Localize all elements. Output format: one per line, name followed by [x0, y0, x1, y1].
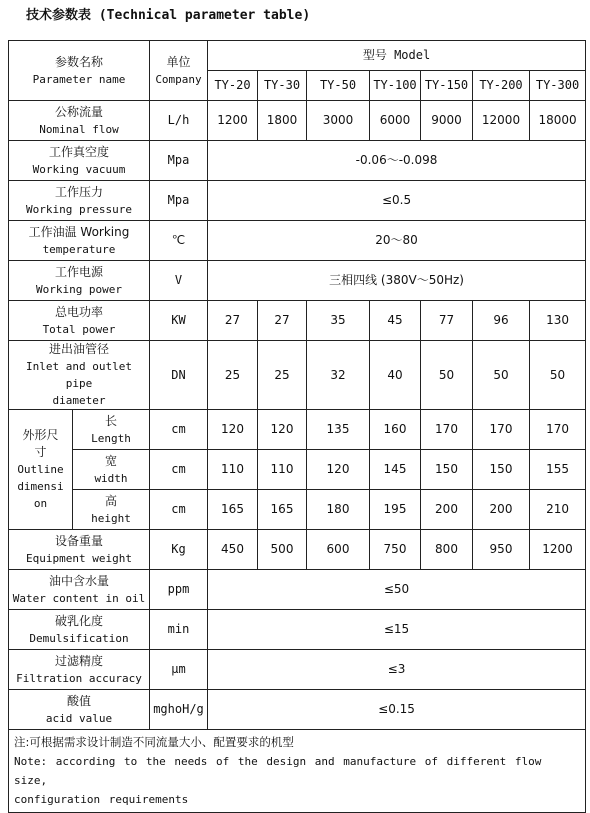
- row-label-cn: 进出油管径: [48, 342, 109, 356]
- row-label: [9, 650, 150, 690]
- table-cell: 40: [370, 341, 421, 410]
- table-cell: 27: [258, 301, 307, 341]
- model-cell: TY-30: [258, 71, 307, 101]
- row-label-cn: 长: [104, 413, 117, 428]
- table-cell: 150: [421, 450, 473, 490]
- row-label: [9, 341, 150, 410]
- row-label-en: Total power: [42, 322, 116, 336]
- table-cell: 1200: [208, 101, 258, 141]
- table-cell: 96: [473, 301, 530, 341]
- row-label-cn: 酸值: [66, 693, 91, 708]
- note-row: [9, 730, 586, 813]
- note-en-line-1: Note: according to the needs of the design and manufacture of different flow size,: [14, 755, 542, 787]
- table-cell: 145: [370, 450, 421, 490]
- table-cell: 170: [530, 410, 586, 450]
- table-cell: 155: [530, 450, 586, 490]
- table-cell: 45: [370, 301, 421, 341]
- table-cell: 210: [530, 490, 586, 530]
- row-label-cn: 过滤精度: [54, 653, 103, 668]
- table-row: [9, 570, 586, 610]
- table-cell: 18000: [530, 101, 586, 141]
- merged-value: -0.06～-0.098: [208, 141, 586, 181]
- param-name-en: Parameter name: [32, 72, 126, 86]
- note-cn: 注:可根据需求设计制造不同流量大小、配置要求的机型: [14, 735, 294, 749]
- row-label-en: Length: [91, 431, 131, 445]
- row-unit: Mpa: [150, 181, 208, 221]
- row-label-en: Demulsification: [29, 631, 129, 645]
- table-cell: 120: [208, 410, 258, 450]
- unit-header: [150, 41, 208, 101]
- row-label-cn: 破乳化度: [54, 613, 103, 628]
- row-label-en: temperature: [42, 242, 116, 256]
- table-row: [9, 450, 586, 490]
- row-label-cn: 设备重量: [54, 533, 103, 548]
- model-cell: TY-50: [307, 71, 370, 101]
- table-cell: 25: [208, 341, 258, 410]
- model-cell: TY-100: [370, 71, 421, 101]
- table-cell: 195: [370, 490, 421, 530]
- table-cell: 110: [258, 450, 307, 490]
- table-row: [9, 301, 586, 341]
- row-label-en: Inlet and outlet pipe: [26, 360, 132, 390]
- table-cell: 35: [307, 301, 370, 341]
- row-label: [9, 221, 150, 261]
- row-label-en: diameter: [52, 394, 106, 407]
- row-unit: L/h: [150, 101, 208, 141]
- merged-value: ≤50: [208, 570, 586, 610]
- row-label-cn: 油中含水量: [48, 573, 109, 588]
- table-cell: 500: [258, 530, 307, 570]
- param-name-header: [9, 41, 150, 101]
- model-cell: TY-150: [421, 71, 473, 101]
- row-label-en: Equipment weight: [26, 551, 132, 565]
- row-unit: DN: [150, 341, 208, 410]
- merged-value: ≤15: [208, 610, 586, 650]
- table-cell: 6000: [370, 101, 421, 141]
- row-unit: ppm: [150, 570, 208, 610]
- row-label-cn: 工作油温 Working: [28, 224, 130, 239]
- row-unit: Mpa: [150, 141, 208, 181]
- row-label: [73, 450, 150, 490]
- table-cell: 450: [208, 530, 258, 570]
- row-label: [9, 610, 150, 650]
- row-label-cn: 宽: [104, 453, 117, 468]
- table-cell: 600: [307, 530, 370, 570]
- table-cell: 25: [258, 341, 307, 410]
- row-label: [9, 570, 150, 610]
- row-label-cn: 高: [104, 493, 117, 508]
- table-row: [9, 530, 586, 570]
- unit-header-cn: 单位: [166, 54, 191, 69]
- table-row: [9, 261, 586, 301]
- row-label-en: Working vacuum: [32, 162, 126, 176]
- row-label: [9, 261, 150, 301]
- table-row: [9, 341, 586, 410]
- row-label-cn: 总电功率: [54, 304, 103, 319]
- row-label-cn: 工作电源: [54, 264, 103, 279]
- unit-header-en: Company: [155, 72, 202, 86]
- outline-label-en: Outline: [17, 463, 64, 476]
- table-row: [9, 490, 586, 530]
- note-cell: [9, 730, 586, 813]
- outline-label-en: on: [33, 497, 48, 510]
- table-cell: 12000: [473, 101, 530, 141]
- row-unit: ℃: [150, 221, 208, 261]
- table-cell: 77: [421, 301, 473, 341]
- table-cell: 1800: [258, 101, 307, 141]
- table-cell: 120: [258, 410, 307, 450]
- table-cell: 200: [421, 490, 473, 530]
- row-unit: Kg: [150, 530, 208, 570]
- row-label: [9, 101, 150, 141]
- table-cell: 110: [208, 450, 258, 490]
- row-unit: cm: [150, 410, 208, 450]
- outline-label-cn: 外形尺: [22, 428, 59, 442]
- parameter-table: [8, 40, 586, 813]
- table-row: [9, 690, 586, 730]
- table-cell: 50: [530, 341, 586, 410]
- table-cell: 130: [530, 301, 586, 341]
- table-cell: 950: [473, 530, 530, 570]
- merged-value: ≤0.15: [208, 690, 586, 730]
- table-cell: 165: [208, 490, 258, 530]
- row-label: [9, 181, 150, 221]
- merged-value: 20～80: [208, 221, 586, 261]
- row-label: [9, 301, 150, 341]
- row-label: [73, 490, 150, 530]
- row-label: [9, 690, 150, 730]
- row-unit: μm: [150, 650, 208, 690]
- table-cell: 50: [421, 341, 473, 410]
- table-row: [9, 410, 586, 450]
- table-cell: 150: [473, 450, 530, 490]
- row-unit: cm: [150, 450, 208, 490]
- model-cell: TY-300: [530, 71, 586, 101]
- outline-label-en: dimensi: [17, 480, 64, 493]
- row-label: [9, 530, 150, 570]
- table-cell: 160: [370, 410, 421, 450]
- row-unit: V: [150, 261, 208, 301]
- table-row: [9, 650, 586, 690]
- table-row: [9, 141, 586, 181]
- row-label-en: Nominal flow: [39, 122, 119, 136]
- param-name-cn: 参数名称: [54, 54, 103, 69]
- row-label-en: Working power: [35, 282, 123, 296]
- row-label-en: height: [91, 511, 131, 525]
- merged-value: 三相四线 (380V～50Hz): [208, 261, 586, 301]
- row-label-en: Filtration accuracy: [16, 671, 142, 685]
- row-label-en: width: [94, 471, 128, 485]
- outline-group-label: [9, 410, 73, 530]
- table-cell: 3000: [307, 101, 370, 141]
- row-label-cn: 公称流量: [54, 104, 103, 119]
- row-label: [73, 410, 150, 450]
- table-cell: 120: [307, 450, 370, 490]
- model-header: 型号 Model: [208, 41, 586, 71]
- table-cell: 800: [421, 530, 473, 570]
- row-unit: cm: [150, 490, 208, 530]
- model-cell: TY-20: [208, 71, 258, 101]
- table-cell: 27: [208, 301, 258, 341]
- header-row: [9, 41, 586, 71]
- outline-label-cn: 寸: [34, 445, 47, 459]
- row-label-en: Water content in oil: [12, 591, 146, 605]
- table-cell: 9000: [421, 101, 473, 141]
- table-row: [9, 610, 586, 650]
- model-cell: TY-200: [473, 71, 530, 101]
- table-cell: 170: [473, 410, 530, 450]
- row-label: [9, 141, 150, 181]
- table-cell: 180: [307, 490, 370, 530]
- row-label-en: Working pressure: [26, 202, 132, 216]
- table-row: [9, 221, 586, 261]
- table-title: 技术参数表 (Technical parameter table): [26, 8, 311, 23]
- table-cell: 200: [473, 490, 530, 530]
- table-cell: 1200: [530, 530, 586, 570]
- row-label-cn: 工作真空度: [48, 144, 109, 159]
- row-unit: min: [150, 610, 208, 650]
- table-cell: 165: [258, 490, 307, 530]
- table-cell: 32: [307, 341, 370, 410]
- note-en-line-2: configuration requirements: [14, 793, 189, 806]
- table-cell: 50: [473, 341, 530, 410]
- table-row: [9, 101, 586, 141]
- row-label-cn: 工作压力: [54, 184, 103, 199]
- row-unit: mghoH/g: [150, 690, 208, 730]
- merged-value: ≤0.5: [208, 181, 586, 221]
- merged-value: ≤3: [208, 650, 586, 690]
- table-cell: 170: [421, 410, 473, 450]
- table-cell: 135: [307, 410, 370, 450]
- table-row: [9, 181, 586, 221]
- table-cell: 750: [370, 530, 421, 570]
- row-label-en: acid value: [45, 711, 113, 725]
- row-unit: KW: [150, 301, 208, 341]
